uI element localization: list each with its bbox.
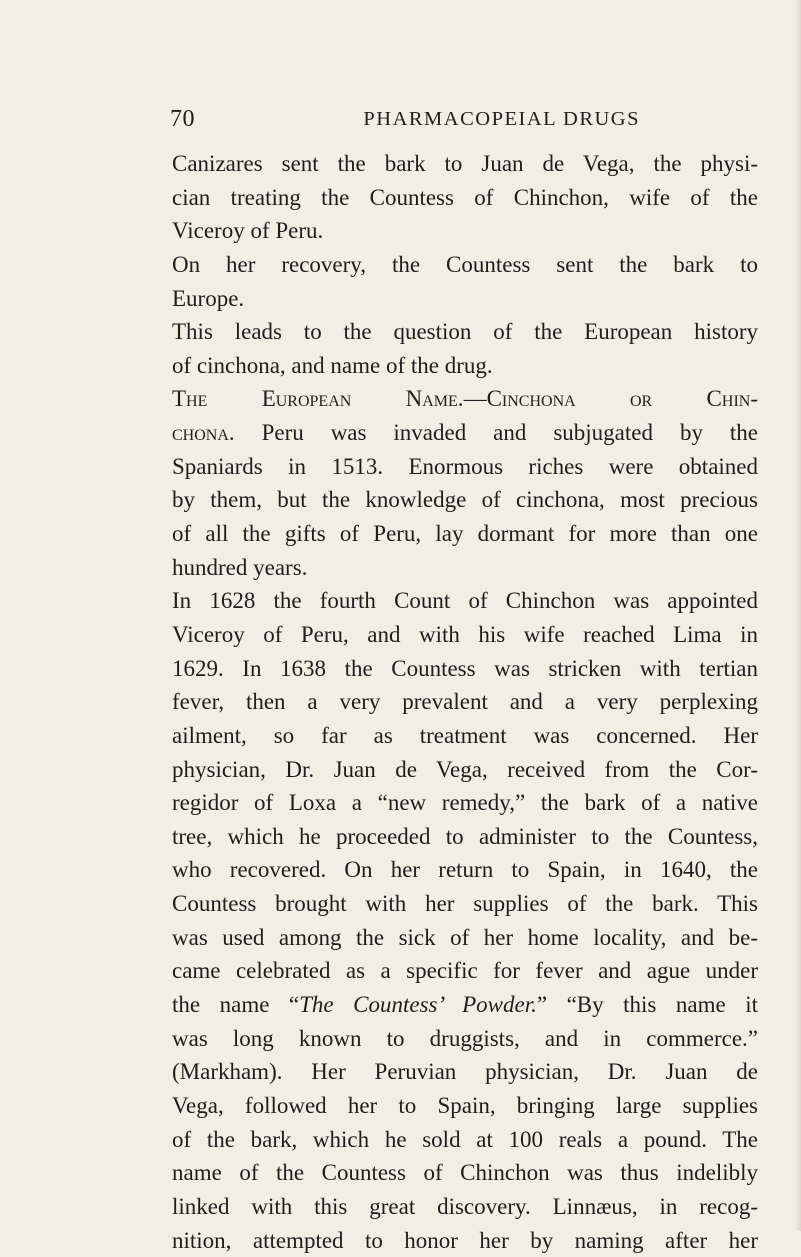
text-line: came celebrated as a specific for fever and ague under xyxy=(172,954,758,988)
text-line: Spaniards in 1513. Enormous riches were obtained xyxy=(172,450,758,484)
text-line: Viceroy of Peru, and with his wife reached Lima in xyxy=(172,618,758,652)
text-line: tree, which he proceeded to administer to the Countess, xyxy=(172,820,758,854)
text-line: In 1628 the fourth Count of Chinchon was appointed xyxy=(172,584,758,618)
text-line: of the bark, which he sold at 100 reals a pound. The xyxy=(172,1123,758,1157)
text-line: who recovered. On her return to Spain, in 1640, the xyxy=(172,853,758,887)
text-line: ailment, so far as treatment was concerned. Her xyxy=(172,719,758,753)
text-line: nition, attempted to honor her by naming after her xyxy=(172,1224,758,1257)
text-line: Canizares sent the bark to Juan de Vega, the physi- xyxy=(172,147,758,181)
text-line xyxy=(172,416,758,450)
text-line: (Markham). Her Peruvian physician, Dr. Juan de xyxy=(172,1055,758,1089)
text-segment: the name “ xyxy=(172,992,299,1017)
text-line: by them, but the knowledge of cinchona, most precious xyxy=(172,483,758,517)
text-line: Countess brought with her supplies of the bark. This xyxy=(172,887,758,921)
text-segment: ” “By this name it xyxy=(537,992,758,1017)
text-line: Europe. xyxy=(172,282,758,316)
text-line: physician, Dr. Juan de Vega, received from the Cor- xyxy=(172,753,758,787)
text-line: name of the Countess of Chinchon was thus indelibly xyxy=(172,1156,758,1190)
heading-dash: — xyxy=(464,386,487,411)
section-heading-terms: Cinchona or Chin- xyxy=(487,386,758,411)
text-line: of all the gifts of Peru, lay dormant for more than one xyxy=(172,517,758,551)
page-number: 70 xyxy=(170,101,195,137)
page-header xyxy=(170,101,640,137)
italic-title: The Countess’ Powder. xyxy=(299,992,537,1017)
text-line: Viceroy of Peru. xyxy=(172,214,758,248)
running-title: PHARMACOPEIAL DRUGS xyxy=(270,101,640,137)
text-line: hundred years. xyxy=(172,551,758,585)
text-line: regidor of Loxa a “new remedy,” the bark of a native xyxy=(172,786,758,820)
text-line: This leads to the question of the European history xyxy=(172,315,758,349)
text-line: was used among the sick of her home locality, and be- xyxy=(172,921,758,955)
text-line: linked with this great discovery. Linnæus, in recog- xyxy=(172,1190,758,1224)
text-line: of cinchona, and name of the drug. xyxy=(172,349,758,383)
heading-term-continuation: chona. xyxy=(172,420,235,445)
text-line: On her recovery, the Countess sent the bark to xyxy=(172,248,758,282)
body-text xyxy=(172,147,758,1257)
text-line: Vega, followed her to Spain, bringing large supplies xyxy=(172,1089,758,1123)
text-line: was long known to druggists, and in commerce.” xyxy=(172,1022,758,1056)
text-line: fever, then a very prevalent and a very perplexing xyxy=(172,685,758,719)
section-heading-line xyxy=(172,382,758,416)
section-heading: The European Name. xyxy=(172,386,464,411)
text-segment: Peru was invaded and subjugated by the xyxy=(235,420,758,445)
text-line xyxy=(172,988,758,1022)
page-edge-shadow xyxy=(795,0,801,1231)
text-line: 1629. In 1638 the Countess was stricken with tertian xyxy=(172,652,758,686)
text-line: cian treating the Countess of Chinchon, wife of the xyxy=(172,181,758,215)
